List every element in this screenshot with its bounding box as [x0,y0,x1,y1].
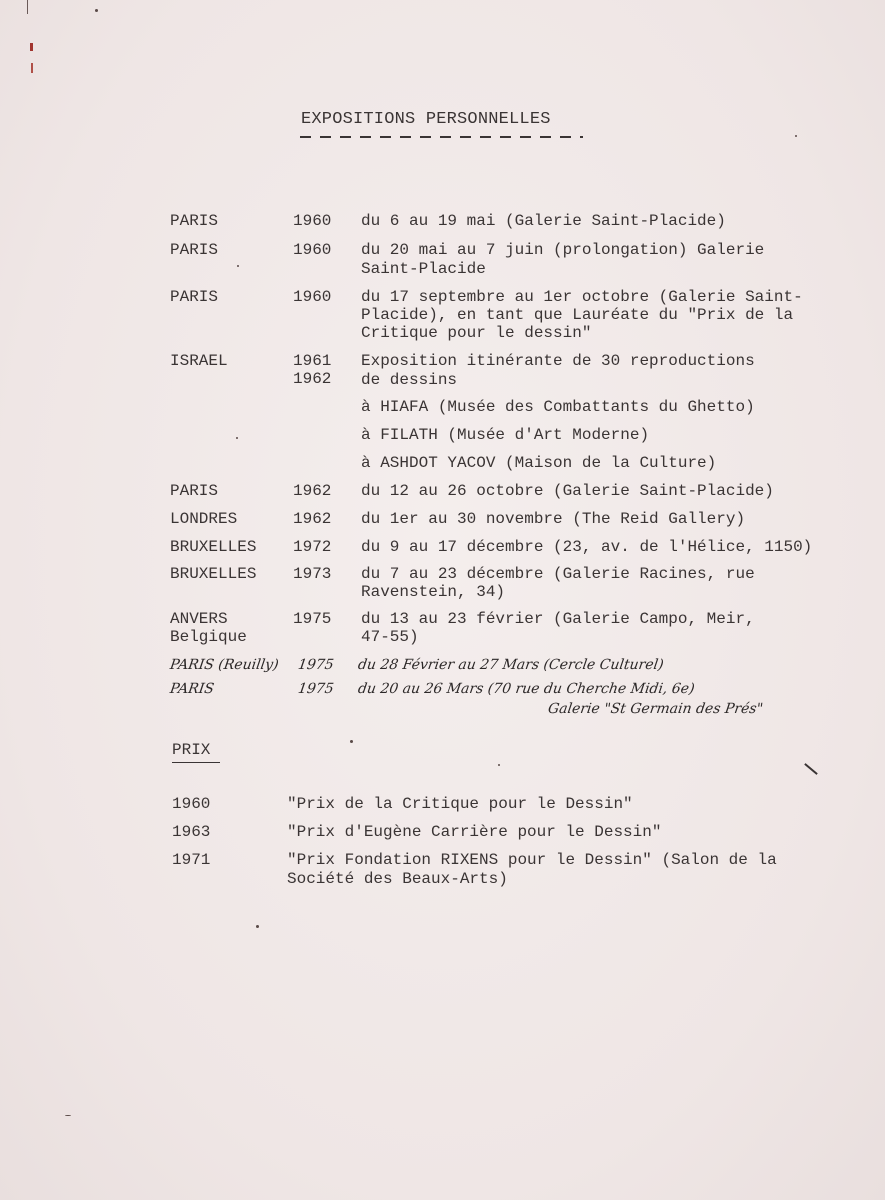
paper-speck [236,437,238,439]
exhibition-detail: du 6 au 19 mai (Galerie Saint-Placide) [361,212,726,230]
handwritten-city: PARIS (Reuilly) [168,657,280,673]
red-stain-mark [30,43,33,51]
exhibition-detail: Critique pour le dessin" [361,324,592,342]
exhibition-city: LONDRES [170,510,238,528]
exhibition-year: 1961 1962 [293,352,332,388]
prix-name: "Prix de la Critique pour le Dessin" [287,795,633,813]
prix-year: 1963 [172,823,211,841]
page-title: EXPOSITIONS PERSONNELLES [301,110,551,129]
exhibition-city: PARIS [170,241,219,259]
handwritten-detail: du 20 au 26 Mars (70 rue du Cherche Midi, 6e) [356,681,696,697]
exhibition-venue: à HIAFA (Musée des Combattants du Ghetto) [361,398,755,416]
prix-name: "Prix d'Eugène Carrière pour le Dessin" [287,823,662,841]
exhibition-year: 1972 [293,538,332,556]
exhibition-year: 1960 [293,288,332,306]
handwritten-detail: Galerie "St Germain des Prés" [546,701,765,717]
exhibition-detail: du 13 au 23 février (Galerie Campo, Meir, [361,610,755,628]
paper-speck [795,135,797,137]
exhibition-detail: 47-55) [361,628,419,646]
exhibition-detail: du 20 mai au 7 juin (prolongation) Galerie [361,241,765,259]
exhibition-year: 1960 [293,212,332,230]
exhibition-year: 1975 [293,610,332,628]
paper-speck [350,740,353,743]
exhibition-detail: de dessins [361,371,458,389]
edge-mark [27,0,28,14]
exhibition-detail: Exposition itinérante de 30 reproductions [361,352,755,370]
exhibition-city: PARIS [170,212,219,230]
exhibition-detail: du 12 au 26 octobre (Galerie Saint-Placide) [361,482,774,500]
title-dashed-underline [300,136,583,138]
exhibition-year: 1960 [293,241,332,259]
exhibition-detail: du 9 au 17 décembre (23, av. de l'Hélice, 1150) [361,538,813,556]
exhibition-detail: Saint-Placide [361,260,486,278]
exhibition-detail: du 1er au 30 novembre (The Reid Gallery) [361,510,746,528]
prix-year: 1960 [172,795,211,813]
exhibition-city: PARIS [170,482,219,500]
exhibition-detail: Ravenstein, 34) [361,583,506,601]
paper-speck [256,925,259,928]
paper-speck [65,1115,71,1116]
paper-speck [498,764,500,766]
pen-tick-mark [804,763,818,775]
exhibition-detail: du 17 septembre au 1er octobre (Galerie Saint- [361,288,803,306]
exhibition-city: PARIS [170,288,219,306]
exhibition-year: 1973 [293,565,332,583]
exhibition-city: ANVERS Belgique [170,610,247,646]
prix-year: 1971 [172,851,211,869]
exhibition-detail: Placide), en tant que Lauréate du "Prix de la [361,306,794,324]
exhibition-venue: à ASHDOT YACOV (Maison de la Culture) [361,454,717,472]
handwritten-city: PARIS [168,681,216,697]
handwritten-detail: du 28 Février au 27 Mars (Cercle Culturel) [356,657,665,673]
prix-name: "Prix Fondation RIXENS pour le Dessin" (Salon de la [287,851,777,869]
prix-heading: PRIX [172,741,211,759]
paper-speck [95,9,98,12]
handwritten-year: 1975 [296,657,335,673]
handwritten-year: 1975 [296,681,335,697]
red-stain-mark [31,63,33,73]
exhibition-city: BRUXELLES [170,538,257,556]
exhibition-city: ISRAEL [170,352,228,370]
exhibition-detail: du 7 au 23 décembre (Galerie Racines, rue [361,565,755,583]
prix-name: Société des Beaux-Arts) [287,870,508,888]
prix-underline [172,762,220,763]
exhibition-year: 1962 [293,510,332,528]
paper-speck [237,265,239,267]
exhibition-city: BRUXELLES [170,565,257,583]
exhibition-year: 1962 [293,482,332,500]
exhibition-venue: à FILATH (Musée d'Art Moderne) [361,426,650,444]
